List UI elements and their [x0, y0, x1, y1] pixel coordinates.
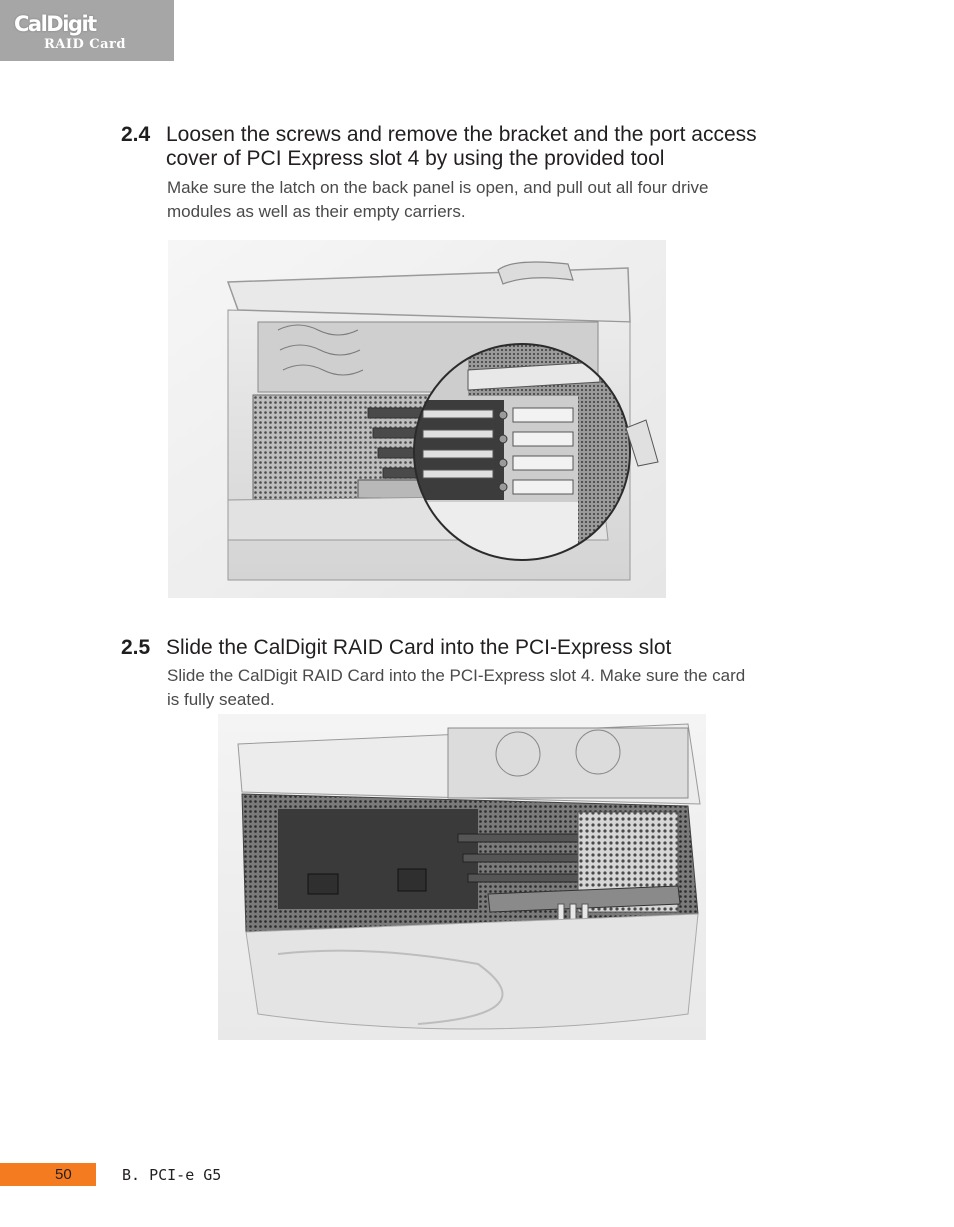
section-label: B. PCI-e G5	[122, 1166, 222, 1184]
step-number: 2.4	[121, 123, 151, 146]
step-title-line: Slide the CalDigit RAID Card into the PCI-Express slot	[166, 636, 672, 659]
step-description-line: is fully seated.	[167, 690, 275, 709]
step-title-line: cover of PCI Express slot 4 by using the provided tool	[166, 147, 665, 170]
step-number: 2.5	[121, 636, 151, 659]
page-number-tab	[0, 1163, 96, 1186]
step-title-line: Loosen the screws and remove the bracket and the port access	[166, 123, 757, 146]
step-description-line: Make sure the latch on the back panel is open, and pull out all four drive	[167, 178, 709, 197]
photo-remove-bracket	[168, 240, 666, 598]
photo-insert-card	[218, 714, 706, 1040]
brand-tab	[0, 0, 174, 61]
brand-product: RAID Card	[44, 37, 126, 52]
page-number: 50	[55, 1166, 72, 1183]
brand-logo: CalDigit	[14, 12, 96, 36]
step-description-line: modules as well as their empty carriers.	[167, 202, 466, 221]
step-description-line: Slide the CalDigit RAID Card into the PCI-Express slot 4. Make sure the card	[167, 666, 746, 685]
